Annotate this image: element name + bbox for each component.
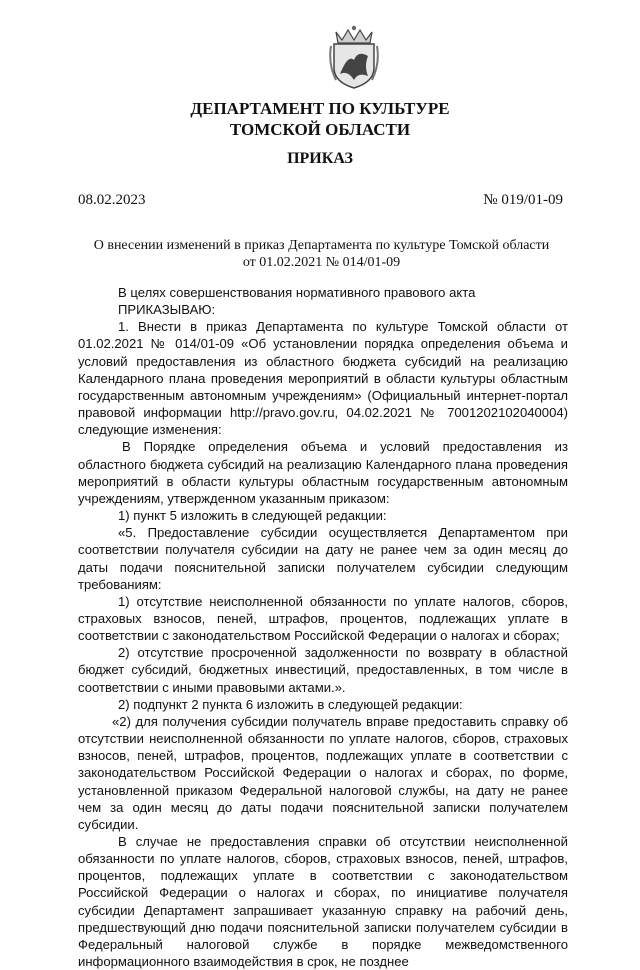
- department-name-line1: ДЕПАРТАМЕНТ ПО КУЛЬТУРЕ: [190, 99, 450, 118]
- subject-line2: от 01.02.2021 № 014/01-09: [242, 255, 401, 270]
- item-1-paragraph: 1. Внести в приказ Департамента по культуре Томской области от 01.02.2021 № 014/01-09 «Об установлении порядка определения объема и условий предоставления из областного бюджета субсидий на реализацию Календарного плана проведения мероприятий в области культуры областным государственным автономным учреждениям» (Официальный интернет-портал правовой информации http://pravo.gov.ru, 04.02.2021 № 7001202102040004) следующие изменения:: [78, 319, 568, 438]
- requirement-1-paragraph: 1) отсутствие неисполненной обязанности по уплате налогов, сборов, страховых взносов, пеней, штрафов, процентов, подлежащих уплате в соответствии с законодательством Российской Федерации о налогах и сборах;: [78, 593, 568, 644]
- department-name-line2: ТОМСКОЙ ОБЛАСТИ: [229, 120, 411, 139]
- order-body: [78, 284, 568, 970]
- clause-5-paragraph: «5. Предоставление субсидии осуществляется Департаментом при соответствии получателя субсидии на дату не ранее чем за один месяц до даты подачи пояснительной записки получателем субсидии следующим требованиям:: [78, 525, 568, 592]
- clause-6-paragraph: «2) для получения субсидии получатель вправе предоставить справку об отсутствии неисполненной обязанности по уплате налогов, сборов, страховых взносов, пеней, штрафов, процентов, подлежащих уплате в соответствии с законодательством Российской Федерации о налогах и сборах, по форме, установленной приказом Федеральной налоговой службы, на дату не ранее чем за один месяц до даты подачи пояснительной записки получателем субсидии.: [78, 713, 568, 832]
- purpose-paragraph: В целях совершенствования нормативного правового акта: [118, 285, 476, 300]
- order-word: ПРИКАЗЫВАЮ:: [118, 302, 216, 318]
- order-number: № 019/01-09: [483, 192, 563, 208]
- subitem-1-paragraph: 1) пункт 5 изложить в следующей редакции:: [118, 508, 387, 524]
- subitem-2-paragraph: 2) подпункт 2 пункта 6 изложить в следующей редакции:: [118, 696, 463, 712]
- clause-6-continuation-paragraph: В случае не предоставления справки об отсутствии неисполненной обязанности по уплате налогов, сборов, страховых взносов, пеней, штрафов, процентов, подлежащих уплате в соответствии с законодательством Российской Федерации о налогах и сборах, по инициативе получателя субсидии Департамент запрашивает указанную справку на рабочий день, предшествующий дню подачи пояснительной записки получателем субсидии в Федеральный налоговой службе в порядке межведомственного информационного взаимодействия в срок, не позднее: [78, 834, 568, 970]
- order-subject: [78, 237, 565, 271]
- order-date: 08.02.2023: [78, 192, 146, 208]
- order-title: ПРИКАЗ: [287, 150, 353, 167]
- requirement-2-paragraph: 2) отсутствие просроченной задолженности по возврату в областной бюджет субсидий, бюджетных инвестиций, предоставленных, в том числе в соответствии с иными правовыми актами.».: [78, 645, 568, 695]
- subject-line1: О внесении изменений в приказ Департамента по культуре Томской области: [93, 238, 550, 253]
- procedure-intro-paragraph: В Порядке определения объема и условий предоставления из областного бюджета субсидий на реализацию Календарного плана проведения мероприятий в области культуры областным государственным автономным учреждениям, утвержденном указанным приказом:: [78, 439, 568, 506]
- tomsk-coat-of-arms-icon: [328, 24, 380, 90]
